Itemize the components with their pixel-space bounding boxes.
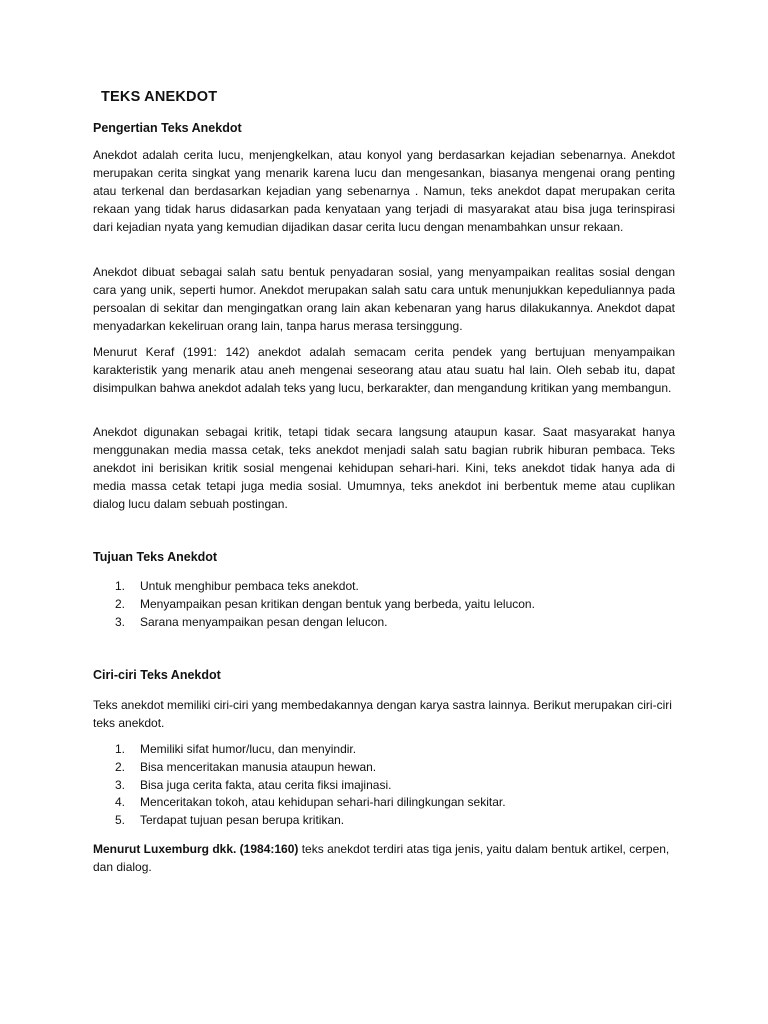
list-item <box>93 596 535 614</box>
paragraph-2: Anekdot dibuat sebagai salah satu bentuk penyadaran sosial, yang menyampaikan realitas sosial dengan cara yang unik, seperti humor. Anekdot merupakan salah satu cara untuk menunjukkan kepeduliannya pada persoalan di sekitar dan mengingatkan orang lain akan kebenaran yang harus dilakukannya. Anekdot dapat menyadarkan kekeliruan orang lain, tanpa harus merasa tersinggung. <box>93 265 675 333</box>
list-item <box>93 741 506 759</box>
list-number: 2. <box>115 759 126 774</box>
closing-paragraph <box>93 840 675 876</box>
list-item <box>93 777 506 795</box>
ciri-ciri-list <box>93 741 506 830</box>
section-heading-ciri-ciri: Ciri-ciri Teks Anekdot <box>93 668 221 682</box>
section-heading-pengertian: Pengertian Teks Anekdot <box>93 121 242 135</box>
list-number: 1. <box>115 579 126 593</box>
list-item-text: Menceritakan tokoh, atau kehidupan sehari-hari dilingkungan sekitar. <box>140 795 506 810</box>
tujuan-list <box>93 578 535 631</box>
ciri-ciri-intro: Teks anekdot memiliki ciri-ciri yang membedakannya dengan karya sastra lainnya. Berikut merupakan ciri-ciri teks anekdot. <box>93 698 672 730</box>
list-number: 5. <box>115 813 126 828</box>
list-item-text: Bisa juga cerita fakta, atau cerita fiksi imajinasi. <box>140 777 392 792</box>
list-number: 4. <box>115 795 126 810</box>
closing-text: teks anekdot terdiri atas tiga jenis, yaitu dalam bentuk artikel, cerpen, dan dialog. <box>93 842 670 874</box>
list-number: 1. <box>115 742 126 756</box>
list-item-text: Untuk menghibur pembaca teks anekdot. <box>140 579 359 593</box>
section-heading-tujuan: Tujuan Teks Anekdot <box>93 550 218 564</box>
paragraph-4: Anekdot digunakan sebagai kritik, tetapi tidak secara langsung ataupun kasar. Saat masyarakat hanya menggunakan media massa cetak, teks anekdot menjadi salah satu bagian rubrik hiburan pembaca. Teks anekdot ini berisikan kritik sosial mengenai kehidupan sehari-hari. Kini, teks anekdot tidak hanya ada di media massa cetak tetapi juga media sosial. Umumnya, teks anekdot ini berbentuk meme atau cuplikan dialog lucu dalam sebuah postingan. <box>93 425 675 511</box>
list-item <box>93 578 535 596</box>
list-item-text: Bisa menceritakan manusia ataupun hewan. <box>140 759 377 774</box>
list-item-text: Menyampaikan pesan kritikan dengan bentuk yang berbeda, yaitu lelucon. <box>140 596 535 611</box>
paragraph-3: Menurut Keraf (1991: 142) anekdot adalah semacam cerita pendek yang bertujuan menyampaikan karakteristik yang menarik atau aneh mengenai seseorang atau atau suatu hal lain. Oleh sebab itu, dapat disimpulkan bahwa anekdot adalah teks yang lucu, berkarakter, dan mengandung kritikan yang membangun. <box>93 345 675 395</box>
list-item-text: Terdapat tujuan pesan berupa kritikan. <box>140 813 345 828</box>
document-title: TEKS ANEKDOT <box>101 89 218 105</box>
list-number: 3. <box>115 777 126 792</box>
list-item <box>93 614 535 632</box>
list-item <box>93 794 506 812</box>
citation-bold: Menurut Luxemburg dkk. (1984:160) <box>93 842 299 856</box>
paragraph-1: Anekdot adalah cerita lucu, menjengkelkan, atau konyol yang berdasarkan kejadian sebenarnya. Anekdot merupakan cerita singkat yang menarik karena lucu dan mengesankan, biasanya mengenai orang penting atau terkenal dan berdasarkan kejadian yang sebenarnya . Namun, teks anekdot dapat merupakan cerita rekaan yang tidak harus didasarkan pada kenyataan yang terjadi di masyarakat atau bisa juga terinspirasi dari kejadian nyata yang kemudian dijadikan dasar cerita lucu dengan menambahkan unsur rekaan. <box>93 148 675 234</box>
list-item-text: Sarana menyampaikan pesan dengan lelucon. <box>140 614 388 629</box>
list-number: 2. <box>115 596 126 611</box>
list-item <box>93 812 506 830</box>
list-item <box>93 759 506 777</box>
list-number: 3. <box>115 614 126 629</box>
list-item-text: Memiliki sifat humor/lucu, dan menyindir. <box>140 742 357 756</box>
